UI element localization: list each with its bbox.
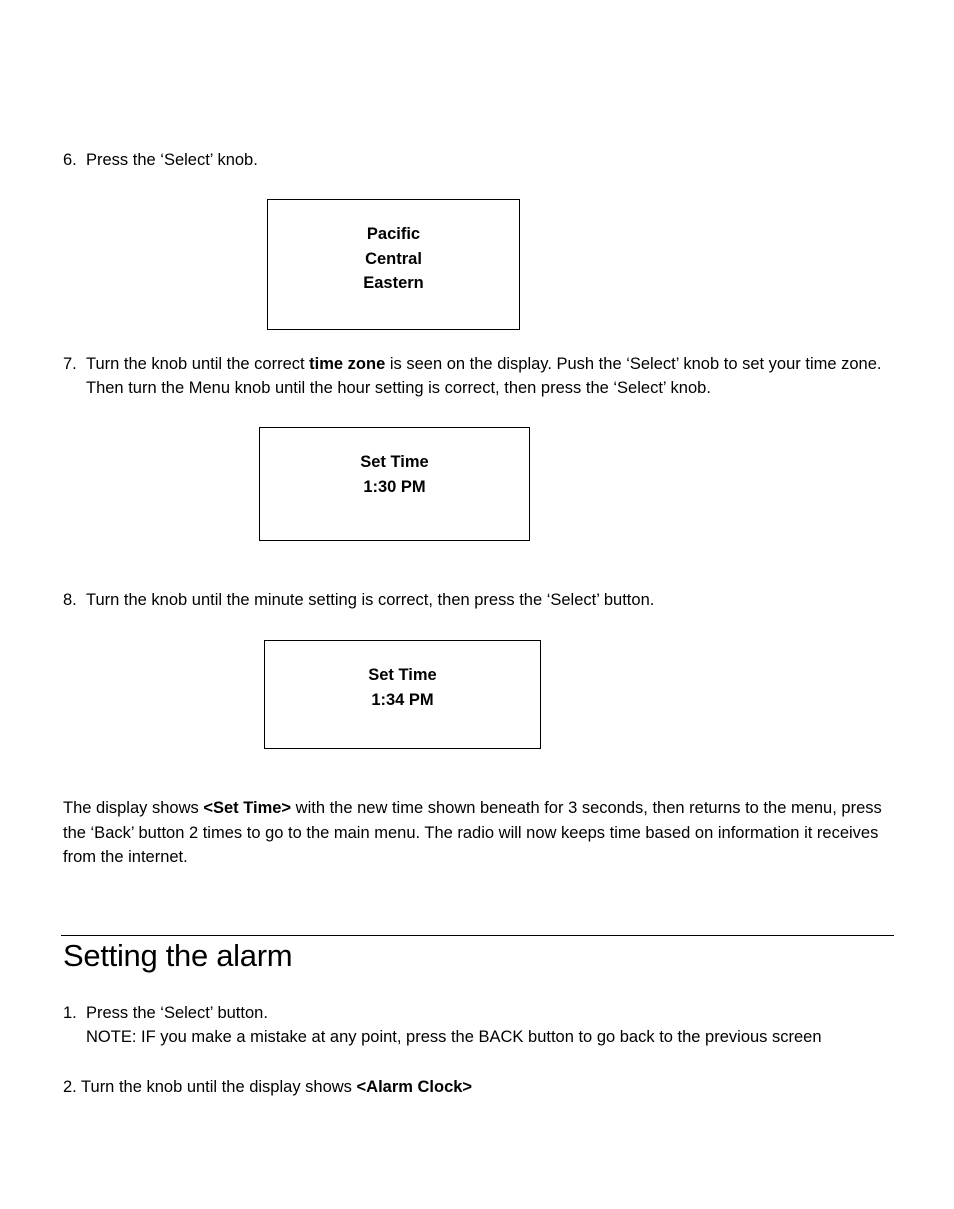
display-line: Set Time [360,453,429,471]
step-number: 7. [63,355,77,373]
summary-text-pre: The display shows [63,799,204,817]
display-line: 1:30 PM [363,477,426,496]
display-set-time-hour [259,427,530,541]
display-line: Central [365,249,422,268]
step-text [86,1001,923,1049]
step-number: 8. [63,591,77,609]
step-number: 6. [63,151,77,169]
step-8 [63,588,903,612]
display-line: Set Time [368,666,437,684]
step-text-pre: Turn the knob until the correct [86,355,310,373]
step-note: NOTE: IF you make a mistake at any point, press the BACK button to go back to the previous screen [86,1028,822,1046]
step-text-post: is seen on the display. Push the ‘Select’ knob to set your time zone. Then turn the Menu knob until the hour setting is correct, then press the ‘Select’ knob. [86,355,882,397]
summary-text-post: with the new time shown beneath for 3 seconds, then returns to the menu, press the ‘Back’ button 2 times to go to the main menu. The radio will now keeps time based on information it receives from the internet. [63,799,882,866]
step-6 [63,148,903,172]
step-7 [63,352,903,400]
display-line: Eastern [363,274,424,292]
step-text: Press the ‘Select’ knob. [86,151,258,169]
step-instruction: Press the ‘Select’ button. [86,1004,268,1022]
display-line: 1:34 PM [371,690,434,709]
display-line: Pacific [366,225,421,243]
step-number: 1. [63,1004,77,1022]
alarm-step-2 [63,1075,893,1099]
step-text-emphasis: <Alarm Clock> [356,1078,473,1096]
summary-text-emphasis: <Set Time> [203,799,292,817]
step-text-pre: 2. Turn the knob until the display shows [63,1078,357,1096]
alarm-step-1 [63,1001,923,1049]
display-set-time-minute [264,640,541,749]
step-text: Turn the knob until the minute setting is correct, then press the ‘Select’ button. [86,591,655,609]
display-timezones [267,199,520,330]
step-text-emphasis: time zone [309,355,386,373]
summary-paragraph [63,796,893,870]
section-heading: Setting the alarm [63,938,293,973]
step-text [86,352,903,400]
